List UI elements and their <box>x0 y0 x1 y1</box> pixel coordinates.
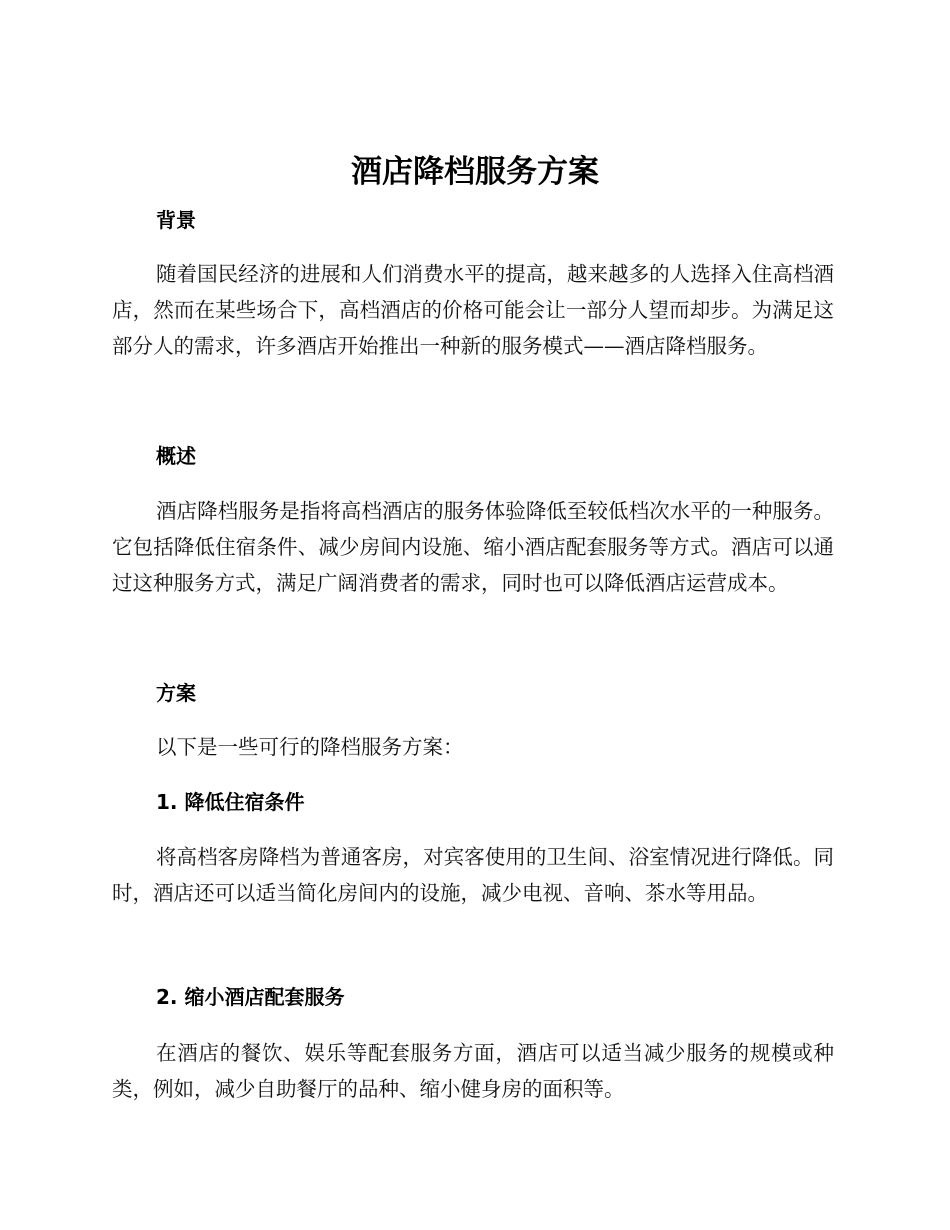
section-paragraph-plan-intro: 以下是一些可行的降档服务方案： <box>156 735 464 759</box>
page-title: 酒店降档服务方案 <box>351 154 599 190</box>
section-paragraph-item-2: 在酒店的餐饮、娱乐等配套服务方面，酒店可以适当减少服务的规模或种类，例如，减少自助餐厅的品种、缩小健身房的面积等。 <box>112 1041 834 1101</box>
section-heading-item-1: 1. 降低住宿条件 <box>156 790 305 814</box>
section-heading-item-2: 2. 缩小酒店配套服务 <box>156 985 345 1009</box>
section-paragraph-item-1: 将高档客房降档为普通客房，对宾客使用的卫生间、浴室情况进行降低。同时，酒店还可以适当简化房间内的设施，减少电视、音响、茶水等用品。 <box>112 845 834 905</box>
section-heading-background: 背景 <box>156 208 196 232</box>
section-paragraph-background: 随着国民经济的进展和人们消费水平的提高，越来越多的人选择入住高档酒店，然而在某些场合下，高档酒店的价格可能会让一部分人望而却步。为满足这部分人的需求，许多酒店开始推出一种新的服务模式——酒店降档服务。 <box>112 262 834 358</box>
section-heading-plan: 方案 <box>156 681 196 705</box>
section-paragraph-overview: 酒店降档服务是指将高档酒店的服务体验降低至较低档次水平的一种服务。它包括降低住宿条件、减少房间内设施、缩小酒店配套服务等方式。酒店可以通过这种服务方式，满足广阔消费者的需求，同时也可以降低酒店运营成本。 <box>112 499 834 595</box>
section-heading-overview: 概述 <box>156 444 196 468</box>
